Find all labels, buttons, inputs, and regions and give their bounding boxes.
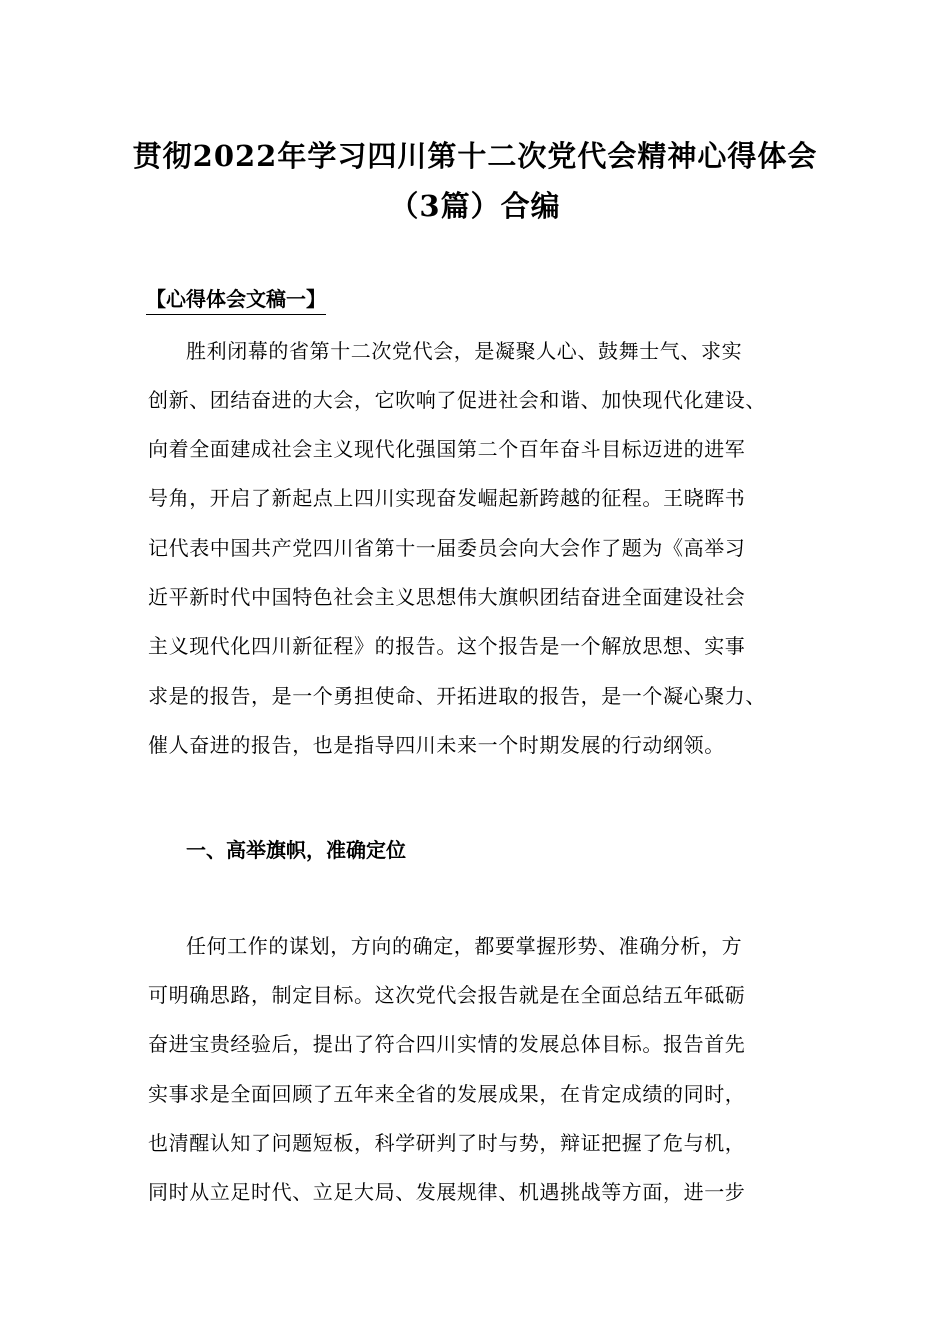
paragraph-line: 主义现代化四川新征程》的报告。这个报告是一个解放思想、实事 [148,634,746,658]
paragraph-line: 近平新时代中国特色社会主义思想伟大旗帜团结奋进全面建设社会 [148,585,746,609]
paragraph-line: 催人奋进的报告，也是指导四川未来一个时期发展的行动纲领。 [148,733,725,757]
paragraph-line: 奋进宝贵经验后，提出了符合四川实情的发展总体目标。报告首先 [148,1032,746,1056]
paragraph-line: 记代表中国共产党四川省第十一届委员会向大会作了题为《高举习 [148,536,746,560]
article-heading: 【心得体会文稿一】 [146,283,326,315]
paragraph-line: 实事求是全面回顾了五年来全省的发展成果，在肯定成绩的同时， [148,1082,746,1106]
paragraph-line: 同时从立足时代、立足大局、发展规律、机遇挑战等方面，进一步 [148,1180,746,1204]
document-title-line-2: （3篇）合编 [389,189,561,223]
paragraph-line: 号角，开启了新起点上四川实现奋发崛起新跨越的征程。王晓晖书 [148,486,746,510]
section-heading: 一、高举旗帜，准确定位 [186,838,406,862]
paragraph-line: 可明确思路，制定目标。这次党代会报告就是在全面总结五年砥砺 [148,983,746,1007]
paragraph-line: 创新、团结奋进的大会，它吹响了促进社会和谐、加快现代化建设、 [148,388,766,412]
paragraph-line: 胜利闭幕的省第十二次党代会，是凝聚人心、鼓舞士气、求实 [186,339,743,363]
paragraph-line: 向着全面建成社会主义现代化强国第二个百年奋斗目标迈进的进军 [148,437,746,461]
paragraph-line: 任何工作的谋划，方向的确定，都要掌握形势、准确分析，方 [186,934,743,958]
paragraph-line: 也清醒认知了问题短板，科学研判了时与势，辩证把握了危与机， [148,1131,746,1155]
document-title-line-1: 贯彻2022年学习四川第十二次党代会精神心得体会 [132,139,818,173]
paragraph-line: 求是的报告，是一个勇担使命、开拓进取的报告，是一个凝心聚力、 [148,684,766,708]
